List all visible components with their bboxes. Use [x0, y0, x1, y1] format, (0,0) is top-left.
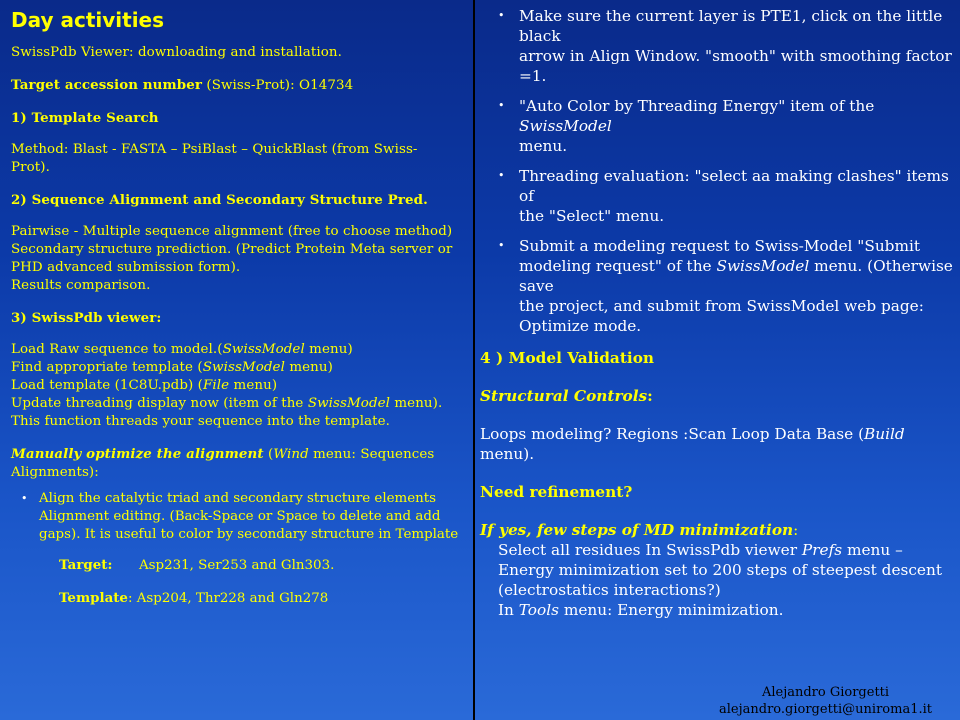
list-item: • Make sure the current layer is PTE1, click on the little black arrow in Align Window. "smooth" with smoothing factor =1. [480, 6, 955, 86]
column-divider [473, 0, 475, 720]
install-text: SwissPdb Viewer: downloading and installation. [11, 45, 342, 60]
list-item: • Align the catalytic triad and secondary structure elements Alignment editing. (Back-Space or Space to delete and add gaps). It is useful to color by secondary structure in Template [11, 490, 466, 544]
pairwise-line-1: Pairwise - Multiple sequence alignment (free to choose method) [11, 224, 453, 239]
swisspdb-paragraph [11, 341, 466, 431]
page-title: Day activities [11, 8, 165, 32]
heading-swisspdb: 3) SwissPdb viewer: [11, 310, 162, 326]
list-item: • "Auto Color by Threading Energy" item of the SwissModel menu. [480, 96, 955, 156]
accession-line [11, 76, 466, 95]
minimization-steps: Select all residues In SwissPdb viewer Prefs menu – Energy minimization set to 200 steps of steepest descent (electrostatics interactions?) In Tools menu: Energy minimization. [498, 541, 942, 619]
find-template-line: Find appropriate template (SwissModel menu) [11, 360, 333, 375]
template-value: : Asp204, Thr228 and Gln278 [127, 591, 329, 606]
update-threading-line: Update threading display now (item of the SwissModel menu). [11, 396, 443, 411]
manual-line-1: Manually optimize the alignment (Wind menu: Sequences [11, 446, 435, 462]
heading-template-search: 1) Template Search [11, 110, 159, 126]
install-line [11, 44, 466, 62]
left-column [11, 8, 466, 622]
right-column [480, 6, 955, 620]
author-name: Alejandro Giorgetti [761, 685, 890, 700]
template-label: Template [59, 590, 128, 606]
accession-label: Target accession number [11, 77, 203, 93]
if-yes-line: If yes, few steps of MD minimization: [480, 521, 799, 539]
pairwise-line-3: PHD advanced submission form). [11, 260, 241, 275]
template-line [59, 589, 466, 608]
load-template-line: Load template (1C8U.pdb) (File menu) [11, 378, 278, 393]
manual-line-2: Alignments): [11, 465, 99, 480]
pairwise-paragraph [11, 223, 466, 295]
method-line-2: Prot). [11, 160, 50, 175]
structural-controls: Structural Controls: [480, 387, 653, 405]
pairwise-line-4: Results comparison. [11, 278, 151, 293]
target-line [59, 556, 466, 575]
heading-model-validation: 4 ) Model Validation [480, 349, 655, 367]
pairwise-line-2: Secondary structure prediction. (Predict Protein Meta server or [11, 242, 453, 257]
alignment-bullets [11, 490, 466, 544]
manual-optimize-paragraph [11, 445, 466, 482]
target-value: Asp231, Ser253 and Gln303. [139, 558, 335, 573]
need-refinement: Need refinement? [480, 483, 633, 501]
method-paragraph [11, 141, 466, 177]
list-item: • Submit a modeling request to Swiss-Model "Submit modeling request" of the SwissModel menu. (Otherwise save the project, and submit from SwissModel web page: Optimize mode. [480, 236, 955, 336]
threads-line: This function threads your sequence into the template. [11, 414, 391, 429]
load-raw-line: Load Raw sequence to model.(SwissModel menu) [11, 342, 353, 357]
loops-line: Loops modeling? Regions :Scan Loop Data Base (Build menu). [480, 425, 905, 463]
method-line-1: Method: Blast - FASTA – PsiBlast – QuickBlast (from Swiss- [11, 142, 418, 157]
list-item: • Threading evaluation: "select aa making clashes" items of the "Select" menu. [480, 166, 955, 226]
author-email: alejandro.giorgetti@uniroma1.it [719, 702, 932, 717]
author-footer [719, 684, 932, 718]
accession-value: (Swiss-Prot): O14734 [202, 78, 354, 93]
right-bullets [480, 6, 955, 336]
heading-sequence-alignment: 2) Sequence Alignment and Secondary Structure Pred. [11, 192, 428, 208]
target-label: Target: [59, 557, 113, 573]
